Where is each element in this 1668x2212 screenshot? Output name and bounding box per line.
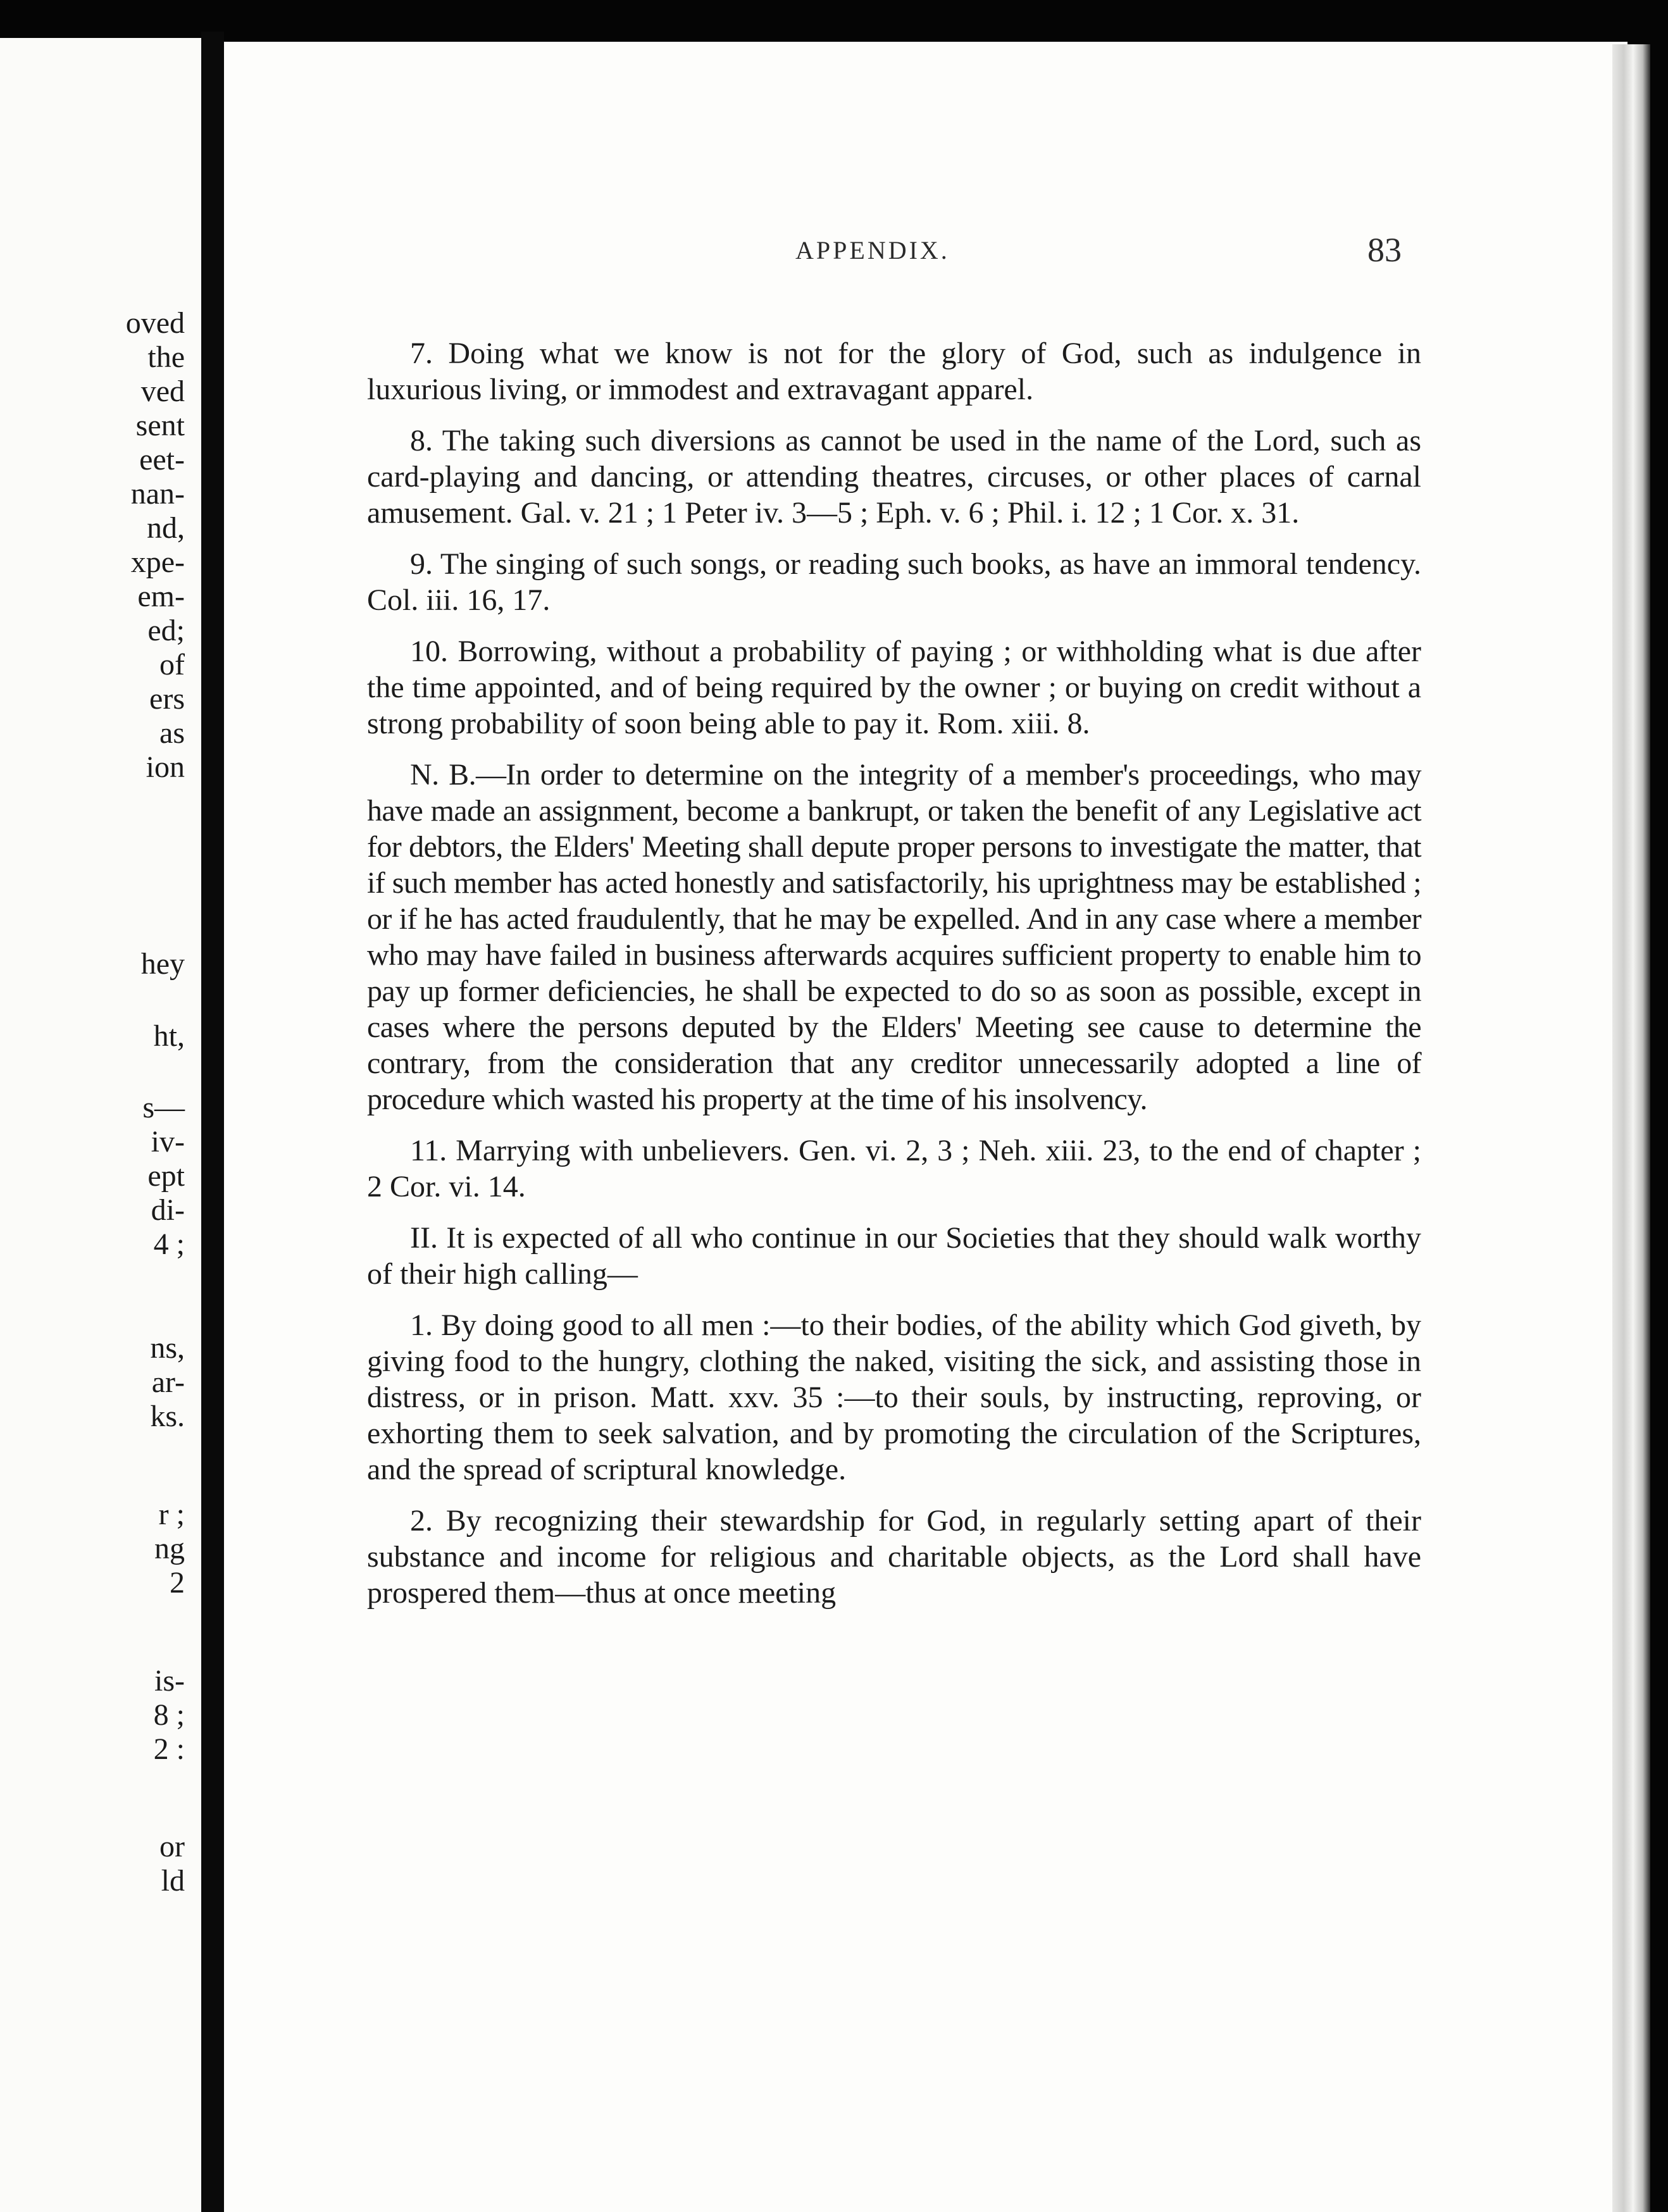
paragraph: 1. By doing good to all men :—to their bodies, of the ability which God giveth, by giving food to the hungry, clothing the naked, visiting the sick, and assisting those in distress, or in prison. Matt. xxv. 35 :—to their souls, by instructing, reproving, or exhorting them to seek salvation, and by promoting the circulation of the Scriptures, and the spread of scriptural knowledge.: [367, 1308, 1421, 1486]
left-line-fragment: the: [147, 340, 185, 374]
left-line-fragment: ng: [154, 1532, 185, 1565]
left-line-fragment: as: [159, 716, 185, 750]
left-line-fragment: ld: [161, 1864, 185, 1898]
paragraph: 9. The singing of such songs, or reading such books, as have an immoral tendency. Col. iii. 16, 17.: [367, 547, 1421, 617]
left-line-fragment: oved: [125, 306, 185, 340]
left-line-fragment: ion: [146, 750, 185, 784]
left-line-fragment: ept: [147, 1159, 185, 1193]
left-line-fragment: 2 :: [153, 1732, 185, 1766]
paragraph-section-heading: II. It is expected of all who continue in our Societies that they should walk worthy of their high calling—: [367, 1221, 1421, 1291]
body-text: [367, 335, 1421, 1626]
left-line-fragment: sent: [135, 409, 185, 442]
left-line-fragment: or: [159, 1830, 185, 1863]
left-line-fragment: ht,: [153, 1019, 185, 1053]
left-line-fragment: eet-: [139, 443, 185, 476]
left-line-fragment: nan-: [130, 477, 185, 511]
paragraph-nota-bene: N. B.—In order to determine on the integrity of a member's proceedings, who may have made an assignment, become a bankrupt, or taken the benefit of any Legislative act for debtors, the Elders' Meeting shall depute proper persons to investigate the matter, that if such member has acted honestly and satisfactorily, his uprightness may be established ; or if he has acted fraudulently, that he may be expelled. And in any case where a member who may have failed in business afterwards acquires sufficient property to enable him to pay up former deficiencies, he shall be expected to do so as soon as possible, except in cases where the persons deputed by the Elders' Meeting see cause to determine the contrary, from the consideration that any creditor unnecessarily adopted a line of procedure which wasted his property at the time of his insolvency.: [367, 758, 1421, 1116]
left-line-fragment: s—: [142, 1091, 185, 1124]
page-edge: [1612, 44, 1650, 2212]
left-line-fragment: ed;: [147, 614, 185, 647]
left-line-fragment: ks.: [150, 1400, 185, 1433]
left-line-fragment: 8 ;: [153, 1698, 185, 1732]
left-line-fragment: ved: [140, 375, 185, 408]
left-line-fragment: di-: [151, 1193, 185, 1227]
book-gutter: [201, 32, 224, 2212]
left-line-fragment: of: [159, 648, 185, 681]
left-line-fragment: nd,: [147, 511, 185, 545]
previous-page-fragment: [0, 38, 201, 2212]
page-number: 83: [1367, 231, 1402, 269]
paragraph: 11. Marrying with unbelievers. Gen. vi. 2, 3 ; Neh. xiii. 23, to the end of chapter ; 2 Cor. vi. 14.: [367, 1134, 1421, 1203]
left-line-fragment: iv-: [151, 1125, 185, 1159]
left-line-fragment: hey: [140, 947, 185, 981]
left-line-fragment: r ;: [158, 1498, 185, 1531]
left-line-fragment: ers: [149, 682, 185, 716]
running-title: APPENDIX.: [795, 236, 950, 264]
paragraph: 8. The taking such diversions as cannot be used in the name of the Lord, such as card-playing and dancing, or attending theatres, circuses, or other places of carnal amusement. Gal. v. 21 ; 1 Peter iv. 3—5 ; Eph. v. 6 ; Phil. i. 12 ; 1 Cor. x. 31.: [367, 424, 1421, 530]
left-line-fragment: ns,: [150, 1331, 185, 1365]
paragraph: 2. By recognizing their stewardship for God, in regularly setting apart of their substance and income for religious and charitable objects, as the Lord shall have prospered them—thus at once meeting: [367, 1504, 1421, 1610]
left-line-fragment: xpe-: [130, 545, 185, 579]
book-page: [224, 42, 1628, 2212]
left-line-fragment: 2: [170, 1566, 185, 1600]
running-head: [224, 230, 1628, 268]
left-line-fragment: 4 ;: [153, 1227, 185, 1261]
left-line-fragment: em-: [137, 580, 185, 613]
left-line-fragment: ar-: [151, 1365, 185, 1399]
left-line-fragment: is-: [154, 1664, 185, 1698]
paragraph: 10. Borrowing, without a probability of paying ; or withholding what is due after the time appointed, and of being required by the owner ; or buying on credit without a strong probability of soon being able to pay it. Rom. xiii. 8.: [367, 635, 1421, 740]
paragraph: 7. Doing what we know is not for the glory of God, such as indulgence in luxurious living, or immodest and extravagant apparel.: [367, 337, 1421, 406]
